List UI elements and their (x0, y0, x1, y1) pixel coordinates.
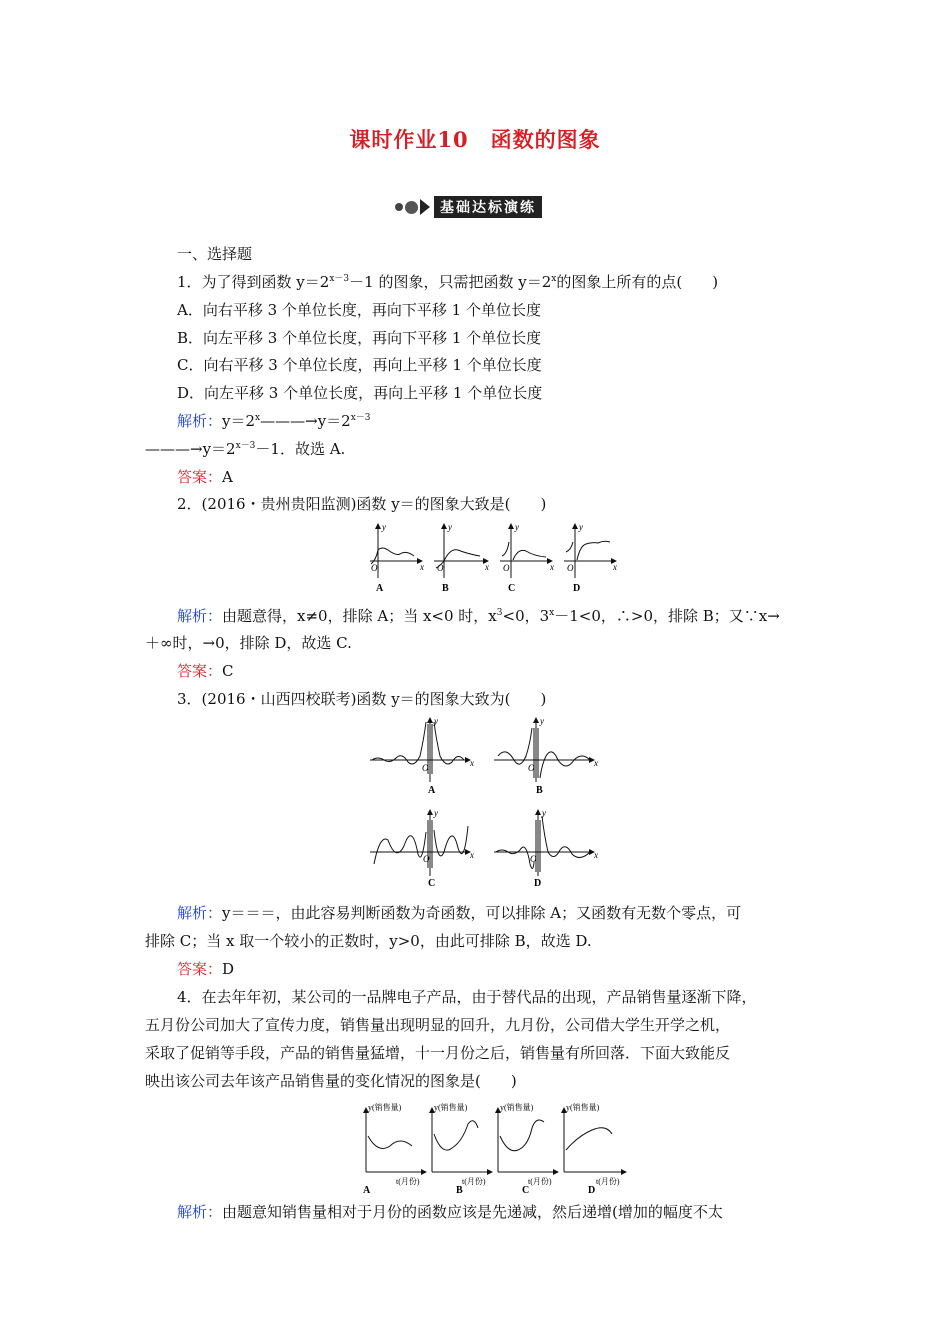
q2-axis-y-a: y (382, 522, 386, 532)
q4-stem-line3: 采取了促销等手段，产品的销售量猛增，十一月份之后，销售量有所回落．下面大致能反 (145, 1044, 731, 1062)
q4-stem-line2: 五月份公司加大了宣传力度，销售量出现明显的回升，九月份，公司借大学生开学之机， (145, 1016, 731, 1034)
q4-label-b: B (456, 1185, 463, 1194)
q2-axis-y-d: y (579, 522, 583, 532)
q2-axis-x-a: x (420, 562, 424, 572)
q2-analysis-line1: 解析：由题意得，x≠0，排除 A；当 x<0 时，$x^3<0$，$3^x-1<0$，∴>0，排除 B；又∵x→ (177, 607, 780, 625)
q3-origin-d: O (530, 854, 537, 864)
analysis-label: 解析： (177, 607, 223, 625)
answer-label: 答案： (177, 662, 223, 680)
q3-graph-b (494, 716, 598, 796)
q2-origin-c: O (503, 563, 510, 573)
q2-answer: 答案：C (177, 662, 234, 680)
q3-origin-a: O (422, 763, 429, 773)
q3-graph-c (370, 808, 474, 889)
q1-analysis-line2: $———\to y=2^{x-3}-1$．故选 A. (145, 440, 346, 458)
q2-graph-d (564, 522, 617, 594)
page-title: 课时作业10 函数的图象 (349, 127, 601, 152)
q4-label-c: C (522, 1185, 530, 1194)
q3-answer: 答案：D (177, 960, 235, 978)
q2-graph-a (370, 522, 424, 594)
section-banner (395, 197, 542, 217)
heading-choice: 一、选择题 (177, 245, 253, 263)
answer-label: 答案： (177, 468, 223, 486)
analysis-label: 解析： (177, 412, 223, 430)
q2-axis-x-c: x (550, 562, 554, 572)
q2-label-b: B (442, 583, 449, 594)
q3-label-a: A (428, 785, 436, 796)
q2-origin-b: O (437, 563, 444, 573)
q4-axis-y-d: y(销售量) (566, 1103, 600, 1112)
q3-axis-y-a: y (434, 716, 438, 726)
q2-stem: 2．(2016・贵州贵阳监测)函数 y＝的图象大致是( ) (177, 495, 547, 513)
q1-option-d: D．向左平移 3 个单位长度，再向上平移 1 个单位长度 (177, 384, 543, 402)
q4-stem-line1: 4．在去年年初，某公司的一品牌电子产品，由于替代品的出现，产品销售量逐渐下降， (177, 988, 757, 1006)
q4-graph-b (432, 1102, 492, 1194)
analysis-label: 解析： (177, 904, 223, 922)
q3-axis-x-c: x (470, 850, 474, 860)
q4-axis-x-c: t(月份) (528, 1177, 552, 1186)
q1-analysis-line1: 解析：$y=2^x———\to y=2^{x-3}$ (177, 412, 371, 430)
q2-origin-a: O (371, 563, 378, 573)
q3-graphs (368, 716, 598, 892)
q2-graphs (368, 520, 618, 596)
section-label: 基础达标演练 (434, 196, 542, 218)
q3-label-c: C (428, 878, 436, 889)
answer-label: 答案： (177, 960, 223, 978)
q4-label-a: A (363, 1185, 371, 1194)
q3-axis-x-a: x (470, 758, 474, 768)
q4-axis-y-b: y(销售量) (434, 1103, 468, 1112)
q2-axis-y-b: y (448, 522, 452, 532)
q3-axis-y-c: y (434, 808, 438, 818)
q2-label-c: C (508, 583, 516, 594)
q3-stem: 3．(2016・山西四校联考)函数 y＝的图象大致为( ) (177, 690, 547, 708)
q1-option-a: A．向右平移 3 个单位长度，再向下平移 1 个单位长度 (177, 301, 541, 319)
q4-stem-line4: 映出该公司去年该产品销售量的变化情况的图象是( ) (145, 1072, 517, 1090)
q2-axis-y-c: y (515, 522, 519, 532)
q4-axis-x-d: t(月份) (596, 1177, 620, 1186)
q3-label-b: B (536, 785, 543, 796)
q4-axis-x-a: t(月份) (396, 1177, 420, 1186)
q4-analysis-line1: 解析：由题意知销售量相对于月份的函数应该是先递减，然后递增(增加的幅度不太 (177, 1203, 723, 1221)
q1-answer: 答案：A (177, 468, 233, 486)
q4-axis-x-b: t(月份) (462, 1177, 486, 1186)
q4-graph-c (498, 1102, 558, 1194)
q3-axis-x-b: x (594, 758, 598, 768)
q2-origin-d: O (567, 563, 574, 573)
q4-graph-d (564, 1102, 626, 1194)
q1-stem: 1．为了得到函数 $y=2^{x-3}-1$ 的图象，只需把函数 $y=2^x$的图象上所有的点( ) (177, 273, 719, 291)
q2-label-a: A (376, 583, 384, 594)
q4-graphs (356, 1098, 636, 1194)
q2-label-d: D (573, 583, 581, 594)
q1-option-b: B．向左平移 3 个单位长度，再向下平移 1 个单位长度 (177, 329, 542, 347)
q4-label-d: D (588, 1185, 596, 1194)
q3-label-d: D (534, 878, 542, 889)
q3-origin-c: O (423, 854, 430, 864)
analysis-label: 解析： (177, 1203, 223, 1221)
q1-option-c: C．向右平移 3 个单位长度，再向上平移 1 个单位长度 (177, 356, 542, 374)
q2-axis-x-d: x (613, 562, 617, 572)
q3-axis-y-b: y (540, 716, 544, 726)
q3-graph-a (370, 716, 474, 796)
q3-analysis-line1: 解析：y＝＝＝，由此容易判断函数为奇函数，可以排除 A；又函数有无数个零点，可 (177, 904, 742, 922)
q3-graph-d (494, 808, 598, 889)
q2-graph-c (500, 522, 554, 594)
q2-axis-x-b: x (485, 562, 489, 572)
banner-dots-icon (395, 199, 430, 215)
q4-axis-y-c: y(销售量) (500, 1103, 534, 1112)
q2-graph-b (434, 522, 489, 594)
q4-graph-a (363, 1102, 426, 1194)
q3-analysis-line2: 排除 C；当 x 取一个较小的正数时，y>0，由此可排除 B，故选 D. (145, 932, 592, 950)
q3-origin-b: O (528, 763, 535, 773)
q3-axis-y-d: y (542, 808, 546, 818)
q2-analysis-line2: ＋∞时，→0，排除 D，故选 C. (145, 634, 352, 652)
q3-axis-x-d: x (594, 850, 598, 860)
q4-axis-y-a: y(销售量) (368, 1103, 402, 1112)
